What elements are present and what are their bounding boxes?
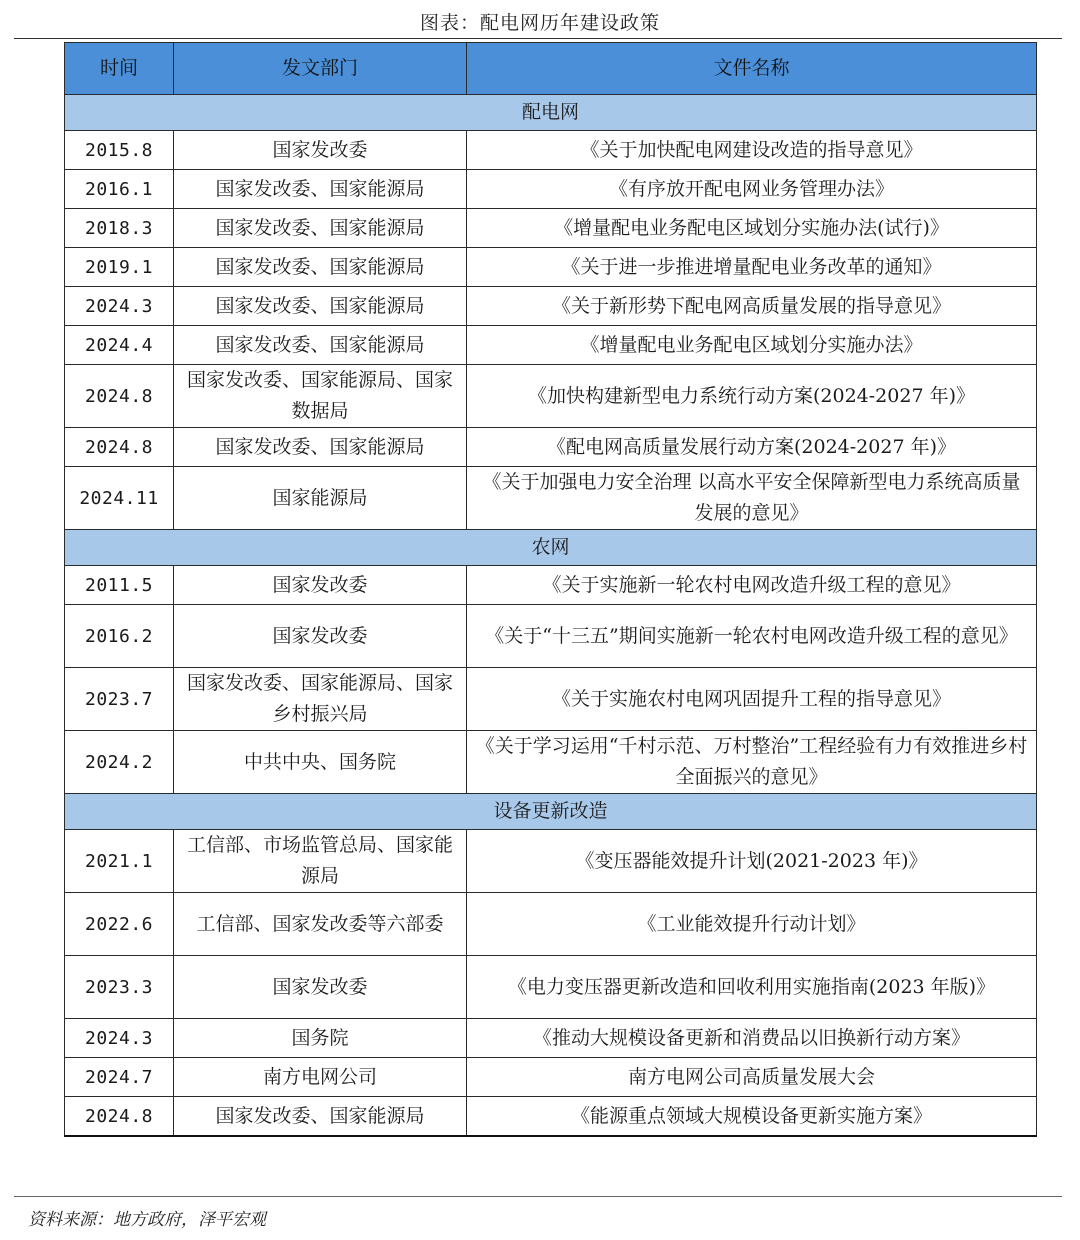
department-cell: 国家发改委、国家能源局 — [174, 326, 467, 365]
department-cell: 国务院 — [174, 1019, 467, 1058]
date-cell: 2015.8 — [65, 131, 174, 170]
date-cell: 2024.8 — [65, 428, 174, 467]
table-row — [65, 428, 1037, 467]
table-row — [65, 467, 1037, 530]
date-cell: 2024.4 — [65, 326, 174, 365]
department-cell: 中共中央、国务院 — [174, 731, 467, 794]
department-cell: 国家能源局 — [174, 467, 467, 530]
department-cell: 南方电网公司 — [174, 1058, 467, 1097]
document-cell: 《工业能效提升行动计划》 — [467, 893, 1037, 956]
department-cell: 国家发改委、国家能源局 — [174, 428, 467, 467]
date-cell: 2016.2 — [65, 605, 174, 668]
department-cell: 国家发改委、国家能源局、国家数据局 — [174, 365, 467, 428]
document-cell: 《能源重点领域大规模设备更新实施方案》 — [467, 1097, 1037, 1137]
document-cell: 《变压器能效提升计划(2021-2023 年)》 — [467, 830, 1037, 893]
date-cell: 2024.3 — [65, 287, 174, 326]
department-cell: 国家发改委、国家能源局 — [174, 209, 467, 248]
table-row — [65, 1097, 1037, 1137]
section-row-equipment-renewal — [65, 794, 1037, 830]
date-cell: 2022.6 — [65, 893, 174, 956]
department-cell: 国家发改委、国家能源局 — [174, 1097, 467, 1137]
table-row — [65, 287, 1037, 326]
section-row-distribution-grid — [65, 95, 1037, 131]
table-row — [65, 170, 1037, 209]
table-row — [65, 566, 1037, 605]
table-row — [65, 605, 1037, 668]
date-cell: 2021.1 — [65, 830, 174, 893]
table-row — [65, 209, 1037, 248]
table-row — [65, 830, 1037, 893]
document-cell: 《关于加快配电网建设改造的指导意见》 — [467, 131, 1037, 170]
document-cell: 《增量配电业务配电区域划分实施办法(试行)》 — [467, 209, 1037, 248]
table-row — [65, 1019, 1037, 1058]
document-cell: 《加快构建新型电力系统行动方案(2024-2027 年)》 — [467, 365, 1037, 428]
figure-title: 图表：配电网历年建设政策 — [419, 12, 660, 34]
header-date: 时间 — [65, 43, 174, 95]
date-cell: 2024.11 — [65, 467, 174, 530]
section-label: 配电网 — [65, 95, 1037, 131]
department-cell: 国家发改委 — [174, 131, 467, 170]
date-cell: 2023.3 — [65, 956, 174, 1019]
department-cell: 国家发改委 — [174, 566, 467, 605]
table-row — [65, 248, 1037, 287]
date-cell: 2024.3 — [65, 1019, 174, 1058]
date-cell: 2024.8 — [65, 365, 174, 428]
date-cell: 2011.5 — [65, 566, 174, 605]
table-row — [65, 131, 1037, 170]
date-cell: 2024.2 — [65, 731, 174, 794]
department-cell: 国家发改委 — [174, 605, 467, 668]
document-cell: 《关于新形势下配电网高质量发展的指导意见》 — [467, 287, 1037, 326]
department-cell: 国家发改委、国家能源局 — [174, 248, 467, 287]
source-note: 资料来源：地方政府，泽平宏观 — [28, 1210, 266, 1230]
document-cell: 《关于实施新一轮农村电网改造升级工程的意见》 — [467, 566, 1037, 605]
document-cell: 《关于“十三五”期间实施新一轮农村电网改造升级工程的意见》 — [467, 605, 1037, 668]
table-row — [65, 1058, 1037, 1097]
section-label: 农网 — [65, 530, 1037, 566]
department-cell: 国家发改委、国家能源局 — [174, 170, 467, 209]
document-cell: 《有序放开配电网业务管理办法》 — [467, 170, 1037, 209]
bottom-rule — [14, 1196, 1062, 1197]
document-cell: 《关于加强电力安全治理 以高水平安全保障新型电力系统高质量发展的意见》 — [467, 467, 1037, 530]
table-row — [65, 668, 1037, 731]
document-cell: 《关于进一步推进增量配电业务改革的通知》 — [467, 248, 1037, 287]
department-cell: 国家发改委、国家能源局 — [174, 287, 467, 326]
department-cell: 国家发改委 — [174, 956, 467, 1019]
table-row — [65, 893, 1037, 956]
date-cell: 2024.7 — [65, 1058, 174, 1097]
table-row — [65, 365, 1037, 428]
date-cell: 2024.8 — [65, 1097, 174, 1137]
header-row — [65, 43, 1037, 95]
document-cell: 《关于实施农村电网巩固提升工程的指导意见》 — [467, 668, 1037, 731]
header-department: 发文部门 — [174, 43, 467, 95]
department-cell: 国家发改委、国家能源局、国家乡村振兴局 — [174, 668, 467, 731]
date-cell: 2016.1 — [65, 170, 174, 209]
policy-table — [64, 42, 1037, 1137]
document-cell: 《配电网高质量发展行动方案(2024-2027 年)》 — [467, 428, 1037, 467]
section-label: 设备更新改造 — [65, 794, 1037, 830]
top-rule — [14, 38, 1062, 39]
table-row — [65, 956, 1037, 1019]
section-row-rural-grid — [65, 530, 1037, 566]
document-cell: 《关于学习运用“千村示范、万村整治”工程经验有力有效推进乡村全面振兴的意见》 — [467, 731, 1037, 794]
department-cell: 工信部、市场监管总局、国家能源局 — [174, 830, 467, 893]
date-cell: 2023.7 — [65, 668, 174, 731]
document-cell: 《推动大规模设备更新和消费品以旧换新行动方案》 — [467, 1019, 1037, 1058]
table-row — [65, 326, 1037, 365]
date-cell: 2019.1 — [65, 248, 174, 287]
header-document: 文件名称 — [467, 43, 1037, 95]
table-row — [65, 731, 1037, 794]
document-cell: 南方电网公司高质量发展大会 — [467, 1058, 1037, 1097]
document-cell: 《增量配电业务配电区域划分实施办法》 — [467, 326, 1037, 365]
department-cell: 工信部、国家发改委等六部委 — [174, 893, 467, 956]
document-cell: 《电力变压器更新改造和回收利用实施指南(2023 年版)》 — [467, 956, 1037, 1019]
date-cell: 2018.3 — [65, 209, 174, 248]
